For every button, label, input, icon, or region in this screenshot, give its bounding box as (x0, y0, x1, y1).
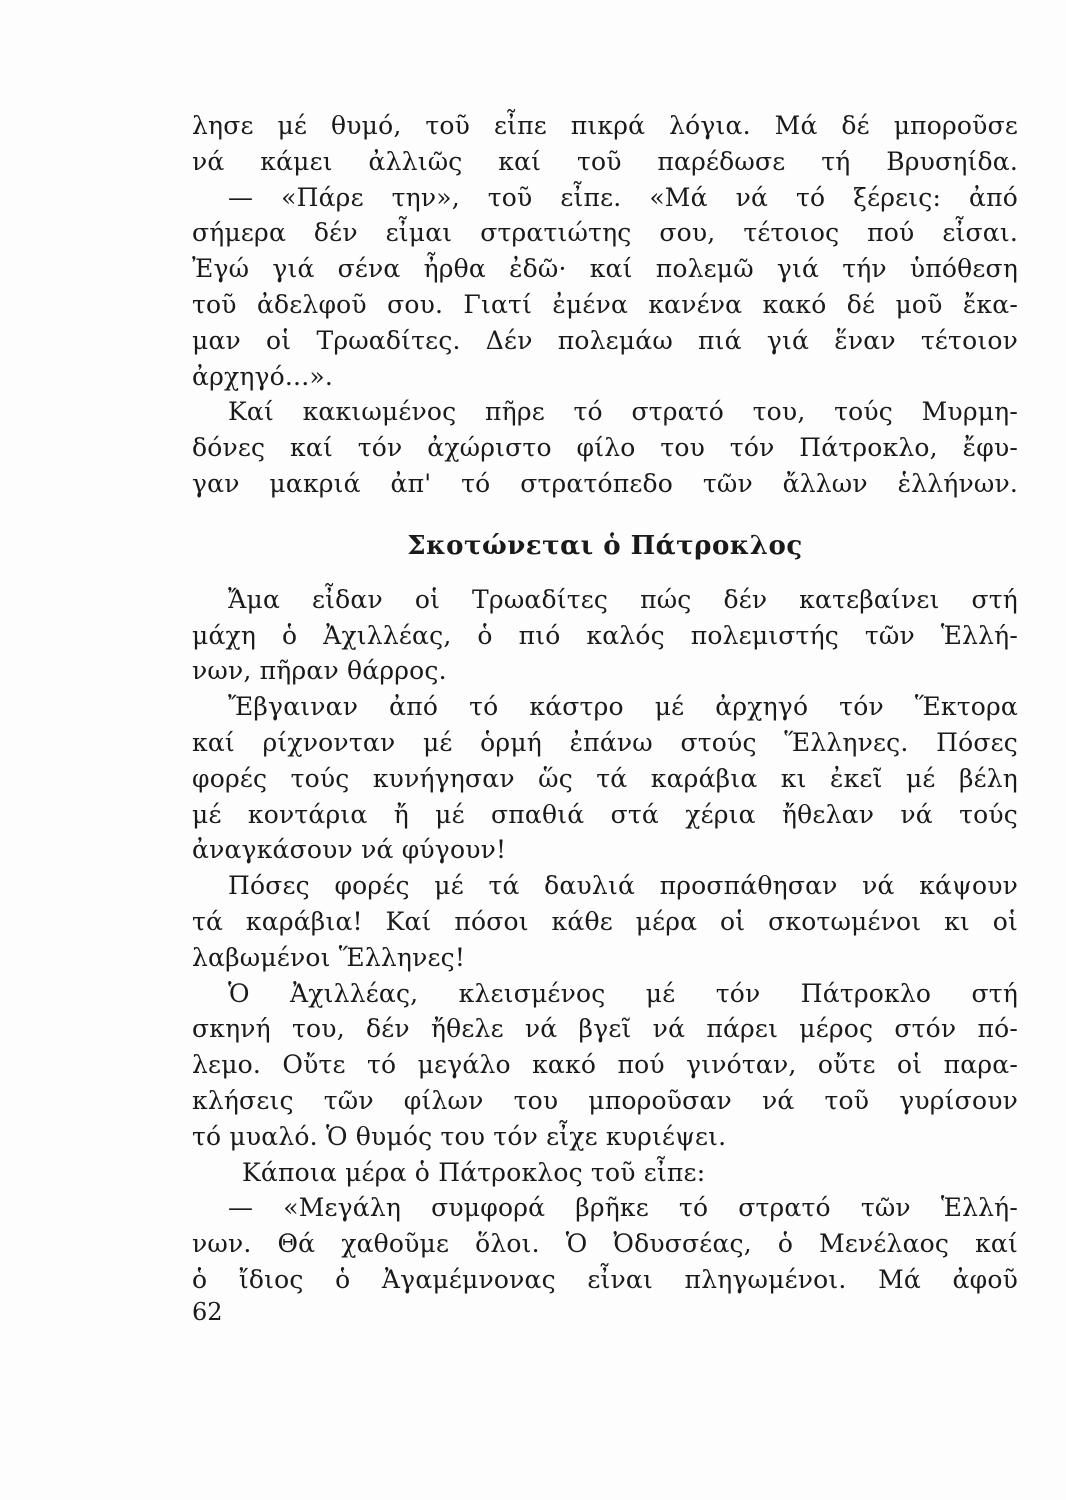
text-line: ἀρχηγό...». (192, 361, 333, 391)
text-line: σκηνή του, δέν ἤθελε νά βγεῖ νά πάρει μέρος στόν πό- (192, 1014, 1018, 1044)
text-line: δόνες καί τόν ἀχώριστο φίλο του τόν Πάτροκλο, ἔφυ- (192, 433, 1018, 463)
text-line: μέ κοντάρια ἤ μέ σπαθιά στά χέρια ἤθελαν νά τούς (192, 799, 1018, 829)
text-line: σήμερα δέν εἶμαι στρατιώτης σου, τέτοιος πού εἶσαι. (192, 218, 1018, 248)
text-line: γαν μακριά ἀπ' τό στρατόπεδο τῶν ἄλλων ἑλλήνων. (192, 468, 1018, 498)
text-line: — «Μεγάλη συμφορά βρῆκε τό στρατό τῶν Ἑλλή- (228, 1193, 1018, 1223)
text-line: τά καράβια! Καί πόσοι κάθε μέρα οἱ σκοτωμένοι κι οἱ (192, 906, 1018, 936)
text-line: νων, πῆραν θάρρος. (192, 656, 447, 686)
body-text (192, 108, 1018, 1298)
text-line: λησε μέ θυμό, τοῦ εἶπε πικρά λόγια. Μά δέ μποροῦσε (192, 111, 1018, 140)
text-line: ἀναγκάσουν νά φύγουν! (192, 835, 507, 865)
page-number: 62 (192, 1298, 223, 1326)
text-line: νων. Θά χαθοῦμε ὅλοι. Ὁ Ὀδυσσέας, ὁ Μενέλαος καί (192, 1229, 1018, 1259)
text-line: Πόσες φορές μέ τά δαυλιά προσπάθησαν νά κάψουν (228, 871, 1018, 901)
text-line: φορές τούς κυνήγησαν ὥς τά καράβια κι ἐκεῖ μέ βέλη (192, 763, 1018, 793)
text-line: μάχη ὁ Ἀχιλλέας, ὁ πιό καλός πολεμιστής τῶν Ἑλλή- (192, 620, 1018, 650)
text-line: Ἄμα εἶδαν οἱ Τρωαδίτες πώς δέν κατεβαίνει στή (228, 584, 1018, 614)
text-line: καί ρίχνονταν μέ ὁρμή ἐπάνω στούς Ἕλληνες. Πόσες (192, 727, 1018, 757)
text-line: Ἔβγαιναν ἀπό τό κάστρο μέ ἀρχηγό τόν Ἕκτορα (228, 692, 1018, 722)
text-line: λεμο. Οὔτε τό μεγάλο κακό πού γινόταν, οὔτε οἱ παρα- (192, 1050, 1018, 1080)
text-line: Ἐγώ γιά σένα ἦρθα ἐδῶ· καί πολεμῶ γιά τήν ὑπόθεση (192, 254, 1018, 284)
text-line: νά κάμει ἀλλιῶς καί τοῦ παρέδωσε τή Βρυσηίδα. (192, 146, 1018, 176)
text-line: λαβωμένοι Ἕλληνες! (192, 942, 466, 972)
text-line: — «Πάρε την», τοῦ εἶπε. «Μά νά τό ξέρεις: ἀπό (228, 182, 1018, 212)
text-line: τοῦ ἀδελφοῦ σου. Γιατί ἐμένα κανένα κακό δέ μοῦ ἔκα- (192, 289, 1018, 319)
text-line: τό μυαλό. Ὁ θυμός του τόν εἶχε κυριέψει. (192, 1121, 727, 1151)
text-line: Ὁ Ἀχιλλέας, κλεισμένος μέ τόν Πάτροκλο στή (228, 978, 1018, 1008)
text-line: ὁ ἴδιος ὁ Ἀγαμέμνονας εἶναι πληγωμένοι. Μά ἀφοῦ (192, 1264, 1018, 1294)
text-line: Καί κακιωμένος πῆρε τό στρατό του, τούς Μυρμη- (228, 397, 1018, 427)
text-line: Κάποια μέρα ὁ Πάτροκλος τοῦ εἶπε: (242, 1157, 706, 1187)
text-line: κλήσεις τῶν φίλων του μποροῦσαν νά τοῦ γυρίσουν (192, 1085, 1018, 1115)
section-heading: Σκοτώνεται ὁ Πάτροκλος (407, 530, 803, 561)
text-line: μαν οἱ Τρωαδίτες. Δέν πολεμάω πιά γιά ἕναν τέτοιον (192, 325, 1018, 355)
